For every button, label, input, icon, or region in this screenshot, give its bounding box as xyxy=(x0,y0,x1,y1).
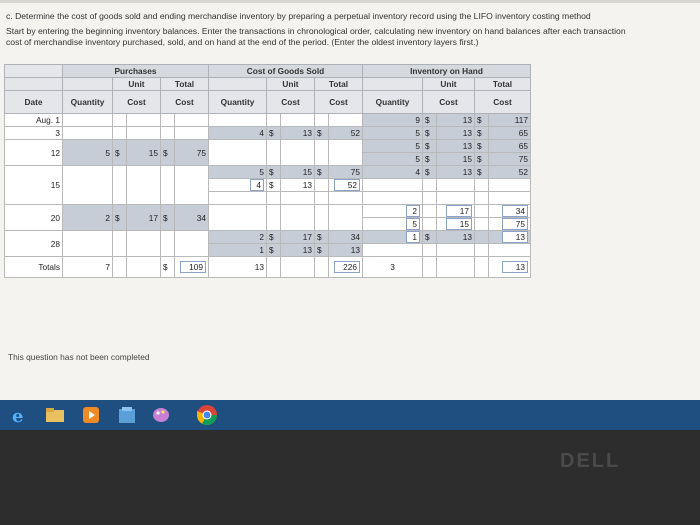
table-row: 20 2 $ 17 $ 34 2 17 34 xyxy=(5,205,531,218)
col-quantity: Quantity xyxy=(209,91,267,114)
col-unit: Unit xyxy=(267,78,315,91)
paint-icon[interactable] xyxy=(150,404,172,426)
table-row: 15 5 $ 15 $ 75 4 $ 13 $ 52 xyxy=(5,166,531,179)
col-unit: Unit xyxy=(423,78,475,91)
inventory-header: Inventory on Hand xyxy=(363,65,531,78)
cogs-qty[interactable]: 4 xyxy=(209,179,267,192)
pur-total[interactable]: 75 xyxy=(175,140,209,166)
cogs-qty[interactable]: 1 xyxy=(209,244,267,257)
pur-unit[interactable]: 17 xyxy=(127,205,161,231)
table-row: 4 $ 13 52 xyxy=(5,179,531,192)
cogs-header: Cost of Goods Sold xyxy=(209,65,363,78)
pur-total-qty[interactable]: 7 xyxy=(63,257,113,278)
date-cell[interactable]: 3 xyxy=(5,127,63,140)
cogs-total[interactable]: 75 xyxy=(329,166,363,179)
ie-icon[interactable] xyxy=(8,404,30,426)
media-icon[interactable] xyxy=(80,404,102,426)
inv-qty[interactable]: 5 xyxy=(363,140,423,153)
col-cost: Cost xyxy=(113,91,161,114)
col-date: Date xyxy=(5,91,63,114)
instruction-line-1: Start by entering the beginning inventory balances. Enter the transactions in chronological order, calculating new inventory on hand balances after each transaction xyxy=(6,26,626,36)
inv-unit[interactable]: 13 xyxy=(437,231,475,244)
pur-qty[interactable]: 2 xyxy=(63,205,113,231)
store-icon[interactable] xyxy=(116,404,138,426)
table-row: Aug. 1 9 $ 13 $ 117 xyxy=(5,114,531,127)
inv-unit[interactable]: 13 xyxy=(437,140,475,153)
cogs-qty[interactable]: 4 xyxy=(209,127,267,140)
part-title: c. Determine the cost of goods sold and ending merchandise inventory by preparing a perpetual inventory record using the LIFO inventory costing method xyxy=(6,11,591,21)
taskbar xyxy=(0,400,700,430)
col-total: Total xyxy=(475,78,531,91)
hdr-blank xyxy=(209,78,267,91)
table-row: 12 5 $ 15 $ 75 5 $ 13 $ 65 xyxy=(5,140,531,153)
pur-total-cost[interactable]: 109 xyxy=(175,257,209,278)
totals-label: Totals xyxy=(5,257,63,278)
col-cost: Cost xyxy=(161,91,209,114)
pur-qty[interactable]: 5 xyxy=(63,140,113,166)
cogs-total[interactable]: 52 xyxy=(329,179,363,192)
date-cell[interactable]: Aug. 1 xyxy=(5,114,63,127)
date-cell[interactable]: 12 xyxy=(5,140,63,166)
hdr-blank xyxy=(63,78,113,91)
inv-qty[interactable]: 4 xyxy=(363,166,423,179)
completion-status: This question has not been completed xyxy=(8,352,150,362)
inv-total[interactable]: 13 xyxy=(489,231,531,244)
col-quantity: Quantity xyxy=(63,91,113,114)
brand-logo: DELL xyxy=(560,450,621,472)
inv-qty[interactable]: 9 xyxy=(363,114,423,127)
cogs-unit[interactable]: 17 xyxy=(281,231,315,244)
inv-qty[interactable]: 1 xyxy=(363,231,423,244)
pur-total[interactable]: 34 xyxy=(175,205,209,231)
table-row: 5 $ 15 $ 75 xyxy=(5,153,531,166)
inv-total[interactable]: 65 xyxy=(489,127,531,140)
cogs-qty[interactable]: 2 xyxy=(209,231,267,244)
inv-qty[interactable]: 5 xyxy=(363,218,423,231)
inv-total-cost[interactable]: 13 xyxy=(489,257,531,278)
inv-total[interactable]: 75 xyxy=(489,218,531,231)
col-total: Total xyxy=(315,78,363,91)
inv-qty[interactable]: 2 xyxy=(363,205,423,218)
col-cost: Cost xyxy=(267,91,315,114)
instructions xyxy=(6,11,700,48)
inv-total[interactable]: 34 xyxy=(489,205,531,218)
inv-unit[interactable]: 13 xyxy=(437,166,475,179)
cogs-unit[interactable]: 15 xyxy=(281,166,315,179)
inv-total[interactable]: 65 xyxy=(489,140,531,153)
cogs-total-qty[interactable]: 13 xyxy=(209,257,267,278)
date-cell[interactable]: 28 xyxy=(5,231,63,257)
cogs-total[interactable]: 34 xyxy=(329,231,363,244)
date-cell[interactable]: 15 xyxy=(5,166,63,205)
cogs-total[interactable]: 13 xyxy=(329,244,363,257)
hdr-blank xyxy=(5,78,63,91)
inv-unit[interactable]: 13 xyxy=(437,114,475,127)
inv-unit[interactable]: 15 xyxy=(437,218,475,231)
chrome-icon[interactable] xyxy=(196,404,218,426)
hdr-blank xyxy=(5,65,63,78)
inv-unit[interactable]: 15 xyxy=(437,153,475,166)
totals-row: Totals 7 $ 109 13 226 3 13 xyxy=(5,257,531,278)
col-unit: Unit xyxy=(113,78,161,91)
inv-qty[interactable]: 5 xyxy=(363,127,423,140)
col-cost: Cost xyxy=(315,91,363,114)
inv-unit[interactable]: 17 xyxy=(437,205,475,218)
inv-qty[interactable]: 5 xyxy=(363,153,423,166)
svg-text:e: e xyxy=(12,406,24,425)
col-quantity: Quantity xyxy=(363,91,423,114)
col-total: Total xyxy=(161,78,209,91)
instruction-line-2: cost of merchandise inventory purchased, sold, and on hand at the end of the period. (Enter the oldest inventory layers first.) xyxy=(6,37,479,47)
cogs-total-cost[interactable]: 226 xyxy=(329,257,363,278)
cogs-total[interactable]: 52 xyxy=(329,127,363,140)
inv-total-qty[interactable]: 3 xyxy=(363,257,423,278)
cogs-qty[interactable]: 5 xyxy=(209,166,267,179)
monitor-bezel xyxy=(0,430,700,525)
date-cell[interactable]: 20 xyxy=(5,205,63,231)
purchases-header: Purchases xyxy=(63,65,209,78)
table-row: 3 4 $ 13 $ 52 5 $ 13 $ 65 xyxy=(5,127,531,140)
table-row: 1 $ 13 $ 13 xyxy=(5,244,531,257)
top-divider xyxy=(0,0,700,3)
col-cost: Cost xyxy=(475,91,531,114)
hdr-blank xyxy=(363,78,423,91)
inv-unit[interactable]: 13 xyxy=(437,127,475,140)
inv-total[interactable]: 75 xyxy=(489,153,531,166)
inv-total[interactable]: 52 xyxy=(489,166,531,179)
perpetual-inventory-table xyxy=(4,64,531,278)
pur-unit[interactable]: 15 xyxy=(127,140,161,166)
cogs-unit[interactable]: 13 xyxy=(281,127,315,140)
table-row: 28 2 $ 17 $ 34 1 $ 13 13 xyxy=(5,231,531,244)
folder-icon[interactable] xyxy=(44,404,66,426)
col-cost: Cost xyxy=(423,91,475,114)
inv-total[interactable]: 117 xyxy=(489,114,531,127)
cogs-unit[interactable]: 13 xyxy=(281,244,315,257)
cogs-unit[interactable]: 13 xyxy=(281,179,315,192)
